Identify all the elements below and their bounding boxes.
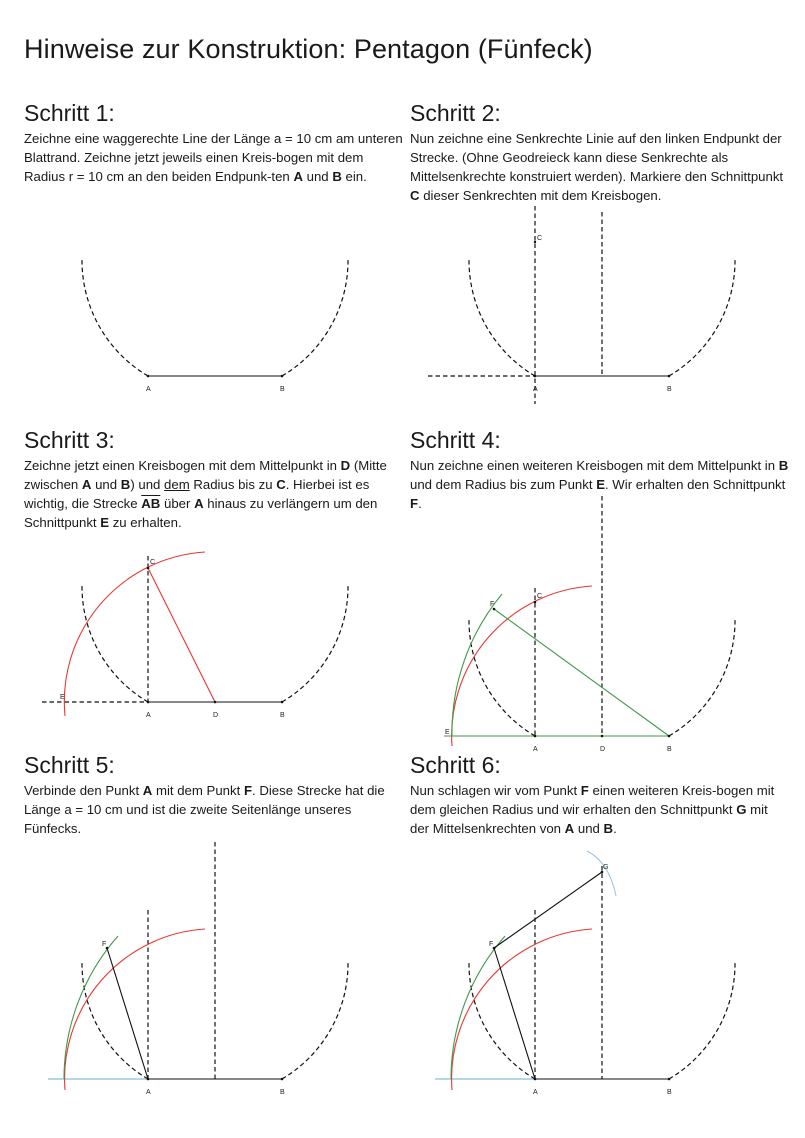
point-C: [534, 601, 537, 604]
label-F: F: [489, 941, 494, 948]
step-heading: Schritt 6:: [410, 752, 501, 778]
text-run: Zeichne eine waggerechte Line der Länge a = 10 cm am unteren Blattrand. Zeichne jetzt jeweils einen Kreis-bogen mit dem Radius r = 10 cm an den beiden Endpunk-ten: [24, 131, 403, 184]
label-B: B: [667, 386, 672, 393]
figure-step-2: [428, 206, 735, 404]
arc-around-A: [469, 259, 535, 376]
text-run: Nun schlagen wir vom Punkt: [410, 783, 581, 798]
arc-around-B: [669, 259, 735, 376]
figure-step-6: [435, 851, 735, 1096]
label-C: C: [537, 235, 543, 242]
text-run: mit der Mittelsenkrechten von: [410, 802, 768, 836]
label-A: A: [533, 1089, 538, 1096]
step-heading: Schritt 2:: [410, 100, 501, 126]
arc-around-D: [452, 929, 592, 1090]
text-run: und: [302, 169, 333, 184]
point-A: [534, 375, 537, 378]
text-run: mit dem Punkt: [152, 783, 244, 798]
segment-FG: [494, 872, 602, 948]
label-D: D: [213, 712, 219, 719]
segment-AF: [494, 948, 535, 1079]
arc-around-B: [282, 962, 348, 1079]
point-A: [534, 1078, 537, 1081]
point-A: [147, 1078, 150, 1081]
label-B: B: [667, 1089, 672, 1096]
bold-term: B: [603, 821, 614, 836]
label-B: B: [667, 746, 672, 753]
label-C: C: [150, 559, 156, 566]
label-A: A: [146, 386, 151, 393]
bold-term: $\overline{AB}$: [141, 496, 161, 511]
arc-around-D: [64, 552, 205, 716]
point-B: [668, 735, 671, 738]
point-A: [147, 701, 150, 704]
bold-term: C: [276, 477, 286, 492]
step-heading: Schritt 5:: [24, 752, 115, 778]
arc-around-B: [282, 259, 348, 376]
point-F: [493, 608, 496, 611]
step-heading: Schritt 4:: [410, 427, 501, 453]
text-run: einen weiteren Kreis-bogen mit dem gleichen Radius und wir erhalten den Schnittpunkt: [410, 783, 775, 817]
arc-around-A: [82, 585, 148, 702]
arc-around-D: [452, 586, 592, 746]
arc-around-B: [669, 962, 735, 1079]
figure-step-3: [42, 552, 348, 719]
label-E: E: [445, 729, 450, 736]
arc-around-B: [669, 619, 735, 736]
text-run: . Diese Strecke hat die Länge a = 10 cm und ist die zweite Seitenlänge unseres Fünfecks.: [24, 783, 385, 836]
arc-around-A: [82, 962, 148, 1079]
bold-term: F: [243, 783, 252, 798]
text-run: Verbinde den Punkt: [24, 783, 143, 798]
arc-around-A: [469, 962, 535, 1079]
bold-term: G: [736, 802, 747, 817]
text-run: .: [418, 496, 422, 511]
page-title: Hinweise zur Konstruktion: Pentagon (Fünfeck): [24, 34, 593, 64]
bold-term: B: [332, 169, 342, 184]
bold-term: A: [564, 821, 575, 836]
arc-around-D: [65, 929, 205, 1090]
text-run: Nun zeichne einen weiteren Kreisbogen mit dem Mittelpunkt in: [410, 458, 779, 473]
point-B: [668, 1078, 671, 1081]
bold-term: A: [194, 496, 204, 511]
label-A: A: [146, 712, 151, 719]
label-A: A: [146, 1089, 151, 1096]
label-E: E: [60, 694, 65, 701]
label-C: C: [537, 593, 543, 600]
label-A: A: [533, 386, 538, 393]
text-run: und dem Radius bis zum Punkt: [410, 477, 597, 492]
text-run: Zeichne jetzt einen Kreisbogen mit dem Mittelpunkt in: [24, 458, 341, 473]
step-heading: Schritt 3:: [24, 427, 115, 453]
label-F: F: [490, 601, 495, 608]
bold-term: D: [340, 458, 351, 473]
bold-term: F: [580, 783, 589, 798]
point-A: [534, 735, 537, 738]
text-run: und: [574, 821, 604, 836]
bold-term: F: [410, 496, 419, 511]
point-B: [281, 701, 284, 704]
arc-around-A: [82, 259, 148, 376]
bold-term: A: [81, 477, 92, 492]
label-F: F: [102, 941, 107, 948]
label-B: B: [280, 386, 285, 393]
bold-term: A: [293, 169, 303, 184]
text-run: hinaus zu verlängern um den Schnittpunkt: [24, 496, 378, 530]
text-run: Nun zeichne eine Senkrechte Linie auf den linken Endpunkt der Strecke. (Ohne Geodreieck kann diese Senkrechte als Mittelsenkrechte konstruiert werden). Markiere den Schnittpunkt: [410, 131, 784, 184]
text-run: dieser Senkrechten mit dem Kreisbogen.: [419, 188, 662, 203]
point-G: [601, 871, 604, 874]
segment-DC: [148, 568, 215, 702]
point-B: [668, 375, 671, 378]
text-run: . Wir erhalten den Schnittpunkt: [604, 477, 786, 492]
figure-step-1: [82, 259, 348, 393]
label-D: D: [600, 746, 606, 753]
point-A: [147, 375, 150, 378]
step-heading: Schritt 1:: [24, 100, 115, 126]
text-run: zu erhalten.: [109, 515, 182, 530]
segment-AF: [107, 948, 148, 1079]
point-C: [147, 567, 150, 570]
label-A: A: [533, 746, 538, 753]
figure-step-5: [48, 842, 348, 1096]
point-C: [534, 241, 536, 243]
label-B: B: [280, 712, 285, 719]
text-run: dem: [164, 477, 190, 492]
text-run: ) und: [130, 477, 165, 492]
text-run: und: [91, 477, 121, 492]
segment-BF: [494, 609, 669, 736]
bold-term: C: [410, 188, 420, 203]
point-B: [281, 1078, 284, 1081]
label-B: B: [280, 1089, 285, 1096]
arc-around-B: [282, 585, 348, 702]
text-run: .: [613, 821, 617, 836]
text-run: ein.: [341, 169, 367, 184]
arc-around-A: [469, 619, 535, 736]
figure-step-4: [444, 496, 735, 753]
bold-term: B: [778, 458, 789, 473]
text-run: Radius bis zu: [189, 477, 277, 492]
text-run: über: [160, 496, 195, 511]
point-B: [281, 375, 284, 378]
bold-term: E: [100, 515, 110, 530]
point-D: [601, 735, 604, 738]
bold-term: A: [142, 783, 153, 798]
text-run: (Mitte zwischen: [24, 458, 387, 492]
label-G: G: [603, 864, 609, 871]
point-D: [214, 701, 217, 704]
bold-term: E: [596, 477, 605, 492]
bold-term: B: [120, 477, 131, 492]
text-run: . Hierbei ist es wichtig, die Strecke: [24, 477, 370, 511]
